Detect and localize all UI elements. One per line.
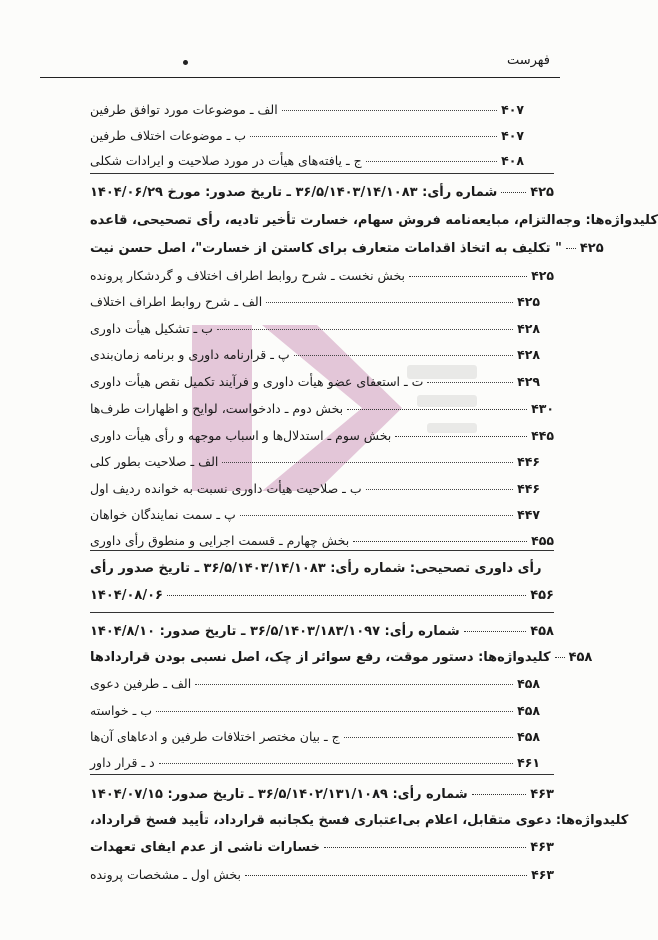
toc-dot-leader bbox=[217, 329, 513, 330]
toc-dot-leader bbox=[195, 684, 513, 685]
toc-entry-page-number: ۴۲۵ bbox=[530, 185, 554, 200]
toc-entry-title: ب ـ موضوعات اختلاف طرفین bbox=[90, 128, 247, 143]
toc-dot-leader bbox=[250, 136, 497, 137]
toc-entry bbox=[90, 185, 554, 200]
toc-entry-title: بخش اول ـ مشخصات پرونده bbox=[90, 867, 241, 882]
toc-entry bbox=[90, 213, 658, 228]
toc-entry bbox=[90, 153, 524, 168]
toc-entry bbox=[90, 867, 554, 882]
toc-dot-leader bbox=[472, 794, 527, 795]
header-dot bbox=[183, 60, 188, 65]
toc-entry-page-number: ۴۰۷ bbox=[501, 128, 524, 143]
toc-entry bbox=[90, 428, 554, 443]
toc-entry-title: شماره رأی: ۳۶/۵/۱۴۰۳/۱۴/۱۰۸۳ ـ تاریخ صدور: مورخ ۱۴۰۴/۰۶/۲۹ bbox=[90, 185, 498, 200]
section-divider bbox=[90, 612, 554, 613]
toc-entry bbox=[90, 703, 540, 718]
toc-entry bbox=[90, 588, 554, 603]
toc-dot-leader bbox=[427, 382, 513, 383]
section-divider bbox=[90, 774, 554, 775]
toc-entry bbox=[90, 241, 604, 256]
toc-entry bbox=[90, 624, 554, 639]
toc-entry bbox=[90, 347, 540, 362]
toc-entry-page-number: ۴۴۵ bbox=[531, 428, 554, 443]
toc-entry bbox=[90, 294, 540, 309]
toc-entry-title: ج ـ یافته‌های هیأت در مورد صلاحیت و ایرادات شکلی bbox=[90, 153, 362, 168]
toc-entry-page-number: ۴۵۵ bbox=[531, 533, 554, 548]
section-divider bbox=[90, 173, 554, 174]
toc-entry-title: ب ـ خواسته bbox=[90, 703, 152, 718]
toc-entry-title: رأی داوری تصحیحی: شماره رأی: ۳۶/۵/۱۴۰۳/۱۴/۱۰۸۳ ـ تاریخ صدور رأی bbox=[90, 561, 542, 576]
toc-entry bbox=[90, 454, 540, 469]
toc-entry-title: ت ـ استعفای عضو هیأت داوری و فرآیند تکمیل نقص هیأت داوری bbox=[90, 374, 424, 389]
toc-dot-leader bbox=[282, 110, 497, 111]
toc-entry-title: الف ـ طرفین دعوی bbox=[90, 676, 192, 691]
toc-entry-page-number: ۴۵۸ bbox=[530, 624, 554, 639]
toc-entry-page-number: ۴۳۰ bbox=[531, 401, 554, 416]
toc-entry-page-number: ۴۶۳ bbox=[531, 867, 554, 882]
toc-dot-leader bbox=[240, 515, 513, 516]
toc-entry-title: کلیدواژه‌ها: دعوی متقابل، اعلام بی‌اعتباری فسخ یکجانبه قرارداد، تأیید فسخ قرارداد، bbox=[90, 813, 629, 828]
toc-entry-page-number: ۴۰۸ bbox=[501, 153, 524, 168]
toc-entry bbox=[90, 729, 540, 744]
toc-entry-page-number: ۴۴۶ bbox=[517, 454, 540, 469]
toc-dot-leader bbox=[266, 302, 513, 303]
toc-entry-title: ج ـ بیان مختصر اختلافات طرفین و ادعاهای آن‌ها bbox=[90, 729, 340, 744]
toc-entry-page-number: ۴۶۱ bbox=[517, 755, 540, 770]
toc-entry-page-number: ۴۲۵ bbox=[579, 241, 604, 256]
toc-entry bbox=[90, 755, 540, 770]
toc-entry-page-number: ۴۵۶ bbox=[530, 588, 554, 603]
toc-entry-page-number: ۴۲۸ bbox=[517, 321, 540, 336]
toc-entry-title: پ ـ سمت نمایندگان خواهان bbox=[90, 507, 236, 522]
toc-entry-page-number: ۴۰۷ bbox=[501, 102, 524, 117]
header-rule bbox=[40, 77, 560, 78]
toc-entry-page-number: ۴۲۵ bbox=[517, 294, 540, 309]
toc-dot-leader bbox=[222, 462, 513, 463]
toc-dot-leader bbox=[159, 763, 513, 764]
toc-dot-leader bbox=[395, 436, 527, 437]
toc-dot-leader bbox=[245, 875, 527, 876]
toc-entry-title: خسارات ناشی از عدم ایفای تعهدات bbox=[90, 840, 320, 855]
toc-entry bbox=[90, 401, 554, 416]
toc-entry-title: د ـ قرار داور bbox=[90, 755, 155, 770]
toc-entry-page-number: ۴۵۸ bbox=[517, 703, 540, 718]
toc-entry-title: بخش چهارم ـ قسمت اجرایی و منطوق رأی داوری bbox=[90, 533, 350, 548]
toc-dot-leader bbox=[353, 541, 527, 542]
toc-entry bbox=[90, 561, 554, 576]
toc-entry-title: ۱۴۰۴/۰۸/۰۶ bbox=[90, 588, 163, 603]
toc-entry-title: ب ـ تشکیل هیأت داوری bbox=[90, 321, 213, 336]
toc-dot-leader bbox=[501, 192, 526, 193]
toc-entry-page-number: ۴۴۷ bbox=[517, 507, 540, 522]
toc-entry-title: " تکلیف به اتخاذ اقدامات متعارف برای کاستن از خسارت"، اصل حسن نیت bbox=[90, 241, 562, 256]
toc-entry bbox=[90, 321, 540, 336]
toc-entry bbox=[90, 481, 540, 496]
toc-entry-page-number: ۴۴۶ bbox=[517, 481, 540, 496]
toc-dot-leader bbox=[366, 161, 497, 162]
toc-dot-leader bbox=[344, 737, 513, 738]
running-header-title: فهرست bbox=[506, 53, 550, 68]
toc-dot-leader bbox=[464, 631, 527, 632]
toc-entry bbox=[90, 787, 554, 802]
toc-entry bbox=[90, 533, 554, 548]
toc-entry bbox=[90, 374, 540, 389]
toc-dot-leader bbox=[366, 489, 514, 490]
toc-entry-page-number: ۴۶۳ bbox=[530, 787, 554, 802]
toc-entry-page-number: ۴۲۹ bbox=[517, 374, 540, 389]
toc-entry-title: الف ـ موضوعات مورد توافق طرفین bbox=[90, 102, 278, 117]
toc-entry-title: بخش دوم ـ دادخواست، لوایح و اظهارات طرف‌ها bbox=[90, 401, 344, 416]
toc-entry-title: پ ـ قرارنامه داوری و برنامه زمان‌بندی bbox=[90, 347, 290, 362]
toc-entry bbox=[90, 507, 540, 522]
section-divider bbox=[90, 550, 554, 551]
toc-entry bbox=[90, 840, 554, 855]
toc-entry bbox=[90, 676, 540, 691]
toc-dot-leader bbox=[294, 355, 513, 356]
toc-entry-page-number: ۴۲۸ bbox=[517, 347, 540, 362]
toc-entry-title: شماره رأی: ۳۶/۵/۱۴۰۲/۱۳۱/۱۰۸۹ ـ تاریخ صدور: ۱۴۰۴/۰۷/۱۵ bbox=[90, 787, 468, 802]
toc-entry-title: کلیدواژه‌ها: وجه‌التزام، مبایعه‌نامه فروش سهام، خسارت تأخیر تادیه، رأی تصحیحی، قاعده bbox=[90, 213, 658, 228]
toc-entry bbox=[90, 102, 524, 117]
toc-entry-page-number: ۴۵۸ bbox=[517, 729, 540, 744]
toc-entry-title: الف ـ شرح روابط اطراف اختلاف bbox=[90, 294, 263, 309]
toc-entry-title: کلیدواژه‌ها: دستور موقت، رفع سوائر از چک، اصل نسبی بودن قراردادها bbox=[90, 650, 551, 665]
toc-dot-leader bbox=[324, 847, 526, 848]
toc-entry-title: الف ـ صلاحیت بطور کلی bbox=[90, 454, 219, 469]
toc-dot-leader bbox=[555, 657, 565, 658]
toc-dot-leader bbox=[566, 248, 576, 249]
toc-entry-title: بخش سوم ـ استدلال‌ها و اسباب موجهه و رأی هیأت داوری bbox=[90, 428, 392, 443]
toc-entry bbox=[90, 128, 524, 143]
toc-dot-leader bbox=[167, 595, 526, 596]
toc-entry-page-number: ۴۵۸ bbox=[568, 650, 593, 665]
toc-entry-title: ب ـ صلاحیت هیأت داوری نسبت به خوانده ردیف اول bbox=[90, 481, 362, 496]
toc-dot-leader bbox=[156, 711, 513, 712]
toc-entry-page-number: ۴۶۳ bbox=[530, 840, 554, 855]
toc-entry-page-number: ۴۲۵ bbox=[531, 268, 554, 283]
toc-entry-page-number: ۴۵۸ bbox=[517, 676, 540, 691]
toc-entry bbox=[90, 268, 554, 283]
toc-entry-title: شماره رأی: ۳۶/۵/۱۴۰۳/۱۸۳/۱۰۹۷ ـ تاریخ صدور: ۱۴۰۴/۸/۱۰ bbox=[90, 624, 460, 639]
toc-dot-leader bbox=[409, 276, 527, 277]
toc-entry bbox=[90, 650, 593, 665]
toc-entry-title: بخش نخست ـ شرح روابط اطراف اختلاف و گردشکار پرونده bbox=[90, 268, 406, 283]
toc-dot-leader bbox=[347, 409, 527, 410]
toc-entry bbox=[90, 813, 629, 828]
